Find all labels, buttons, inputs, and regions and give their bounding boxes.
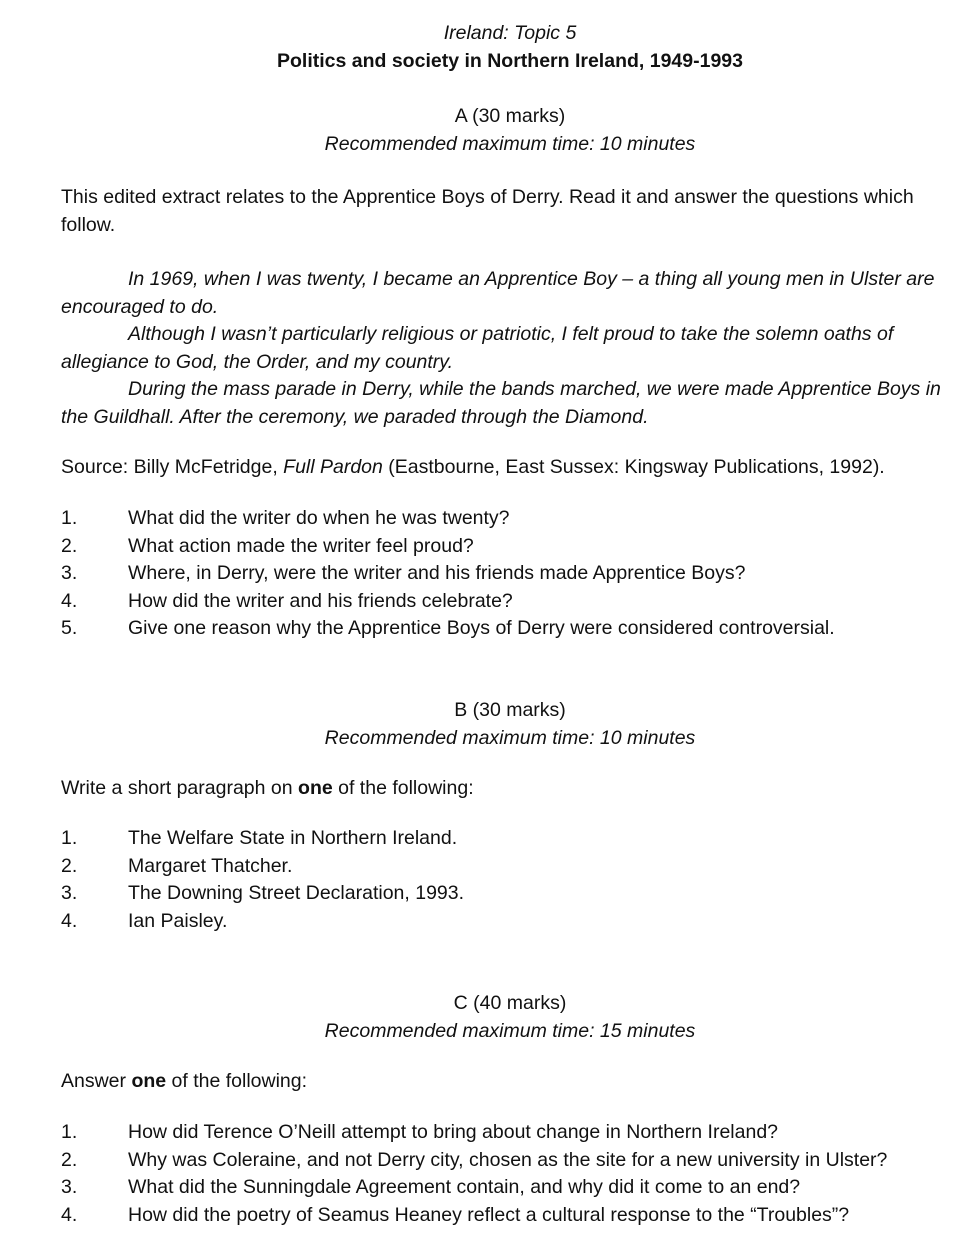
list-item [61, 588, 961, 616]
page-title: Politics and society in Northern Ireland, 1949-1993 [276, 50, 743, 72]
section-b-heading: B (30 marks) [454, 699, 566, 721]
instruction-emphasis: one [131, 1070, 167, 1092]
question-number: 4. [61, 909, 78, 932]
question-number: 5. [61, 617, 78, 639]
question-text: Ian Paisley. [128, 909, 228, 932]
instruction-emphasis: one [298, 777, 333, 799]
instruction-text: Answer [61, 1070, 132, 1092]
section-b-questions [61, 825, 961, 935]
question-text: How did the writer and his friends celebrate? [128, 589, 513, 612]
section-a-heading: A (30 marks) [454, 105, 566, 127]
question-text: How did the poetry of Seamus Heaney reflect a cultural response to the “Troubles”? [128, 1203, 850, 1226]
question-number: 2. [61, 854, 78, 877]
list-item [61, 853, 961, 881]
question-number: 2. [61, 534, 78, 557]
section-c-heading: C (40 marks) [453, 992, 567, 1014]
question-number: 3. [61, 1176, 78, 1198]
instruction-text: of the following: [332, 777, 474, 799]
question-text: The Welfare State in Northern Ireland. [128, 827, 458, 849]
section-a-questions [61, 505, 961, 643]
source-prefix: Source: Billy McFetridge, [61, 456, 284, 478]
list-item [61, 1174, 961, 1202]
question-text: What action made the writer feel proud? [128, 534, 474, 557]
list-item [61, 615, 961, 643]
list-item [61, 825, 961, 853]
question-number: 4. [61, 1203, 78, 1226]
question-text: Margaret Thatcher. [128, 854, 293, 877]
question-number: 4. [61, 589, 78, 612]
question-text: How did Terence O’Neill attempt to bring about change in Northern Ireland? [128, 1121, 779, 1143]
topic-label: Ireland: Topic 5 [443, 22, 577, 44]
source-suffix: (Eastbourne, East Sussex: Kingsway Publications, 1992). [382, 456, 885, 478]
list-item [61, 908, 961, 936]
source-book-title: Full Pardon [283, 456, 383, 478]
question-text: Why was Coleraine, and not Derry city, chosen as the site for a new university in Ulster? [128, 1148, 888, 1171]
section-c-time: Recommended maximum time: 15 minutes [324, 1020, 696, 1042]
question-number: 2. [61, 1148, 78, 1171]
question-text: Where, in Derry, were the writer and his friends made Apprentice Boys? [128, 562, 746, 584]
question-text: What did the writer do when he was twenty? [128, 507, 510, 529]
question-text: Give one reason why the Apprentice Boys of Derry were considered controversial. [128, 617, 835, 639]
list-item [61, 505, 961, 533]
instruction-text: of the following: [166, 1070, 308, 1092]
list-item [61, 533, 961, 561]
list-item [61, 1119, 961, 1147]
question-number: 1. [61, 1121, 78, 1143]
list-item [61, 1202, 961, 1230]
section-c-questions [61, 1119, 961, 1229]
section-a-intro: This edited extract relates to the Apprentice Boys of Derry. Read it and answer the questions which follow. [61, 186, 914, 236]
extract-paragraph: In 1969, when I was twenty, I became an Apprentice Boy – a thing all young men in Ulster are encouraged to do. [61, 268, 935, 318]
extract-paragraph: During the mass parade in Derry, while the bands marched, we were made Apprentice Boys in the Guildhall. After the ceremony, we paraded through the Diamond. [61, 378, 941, 428]
question-text: What did the Sunningdale Agreement contain, and why did it come to an end? [128, 1176, 801, 1198]
section-b-instruction [61, 775, 961, 803]
extract-paragraph: Although I wasn’t particularly religious or patriotic, I felt proud to take the solemn oaths of allegiance to God, the Order, and my country. [61, 323, 894, 373]
section-c-instruction [61, 1068, 961, 1096]
section-b-time: Recommended maximum time: 10 minutes [324, 727, 696, 749]
list-item [61, 880, 961, 908]
question-number: 3. [61, 562, 78, 584]
question-number: 1. [61, 827, 78, 849]
question-text: The Downing Street Declaration, 1993. [128, 882, 465, 904]
list-item [61, 1147, 961, 1175]
source-citation [61, 454, 961, 482]
section-a-time: Recommended maximum time: 10 minutes [324, 133, 696, 155]
list-item [61, 560, 961, 588]
question-number: 1. [61, 507, 78, 529]
source-extract [61, 266, 961, 431]
question-number: 3. [61, 882, 78, 904]
instruction-text: Write a short paragraph on [61, 777, 299, 799]
